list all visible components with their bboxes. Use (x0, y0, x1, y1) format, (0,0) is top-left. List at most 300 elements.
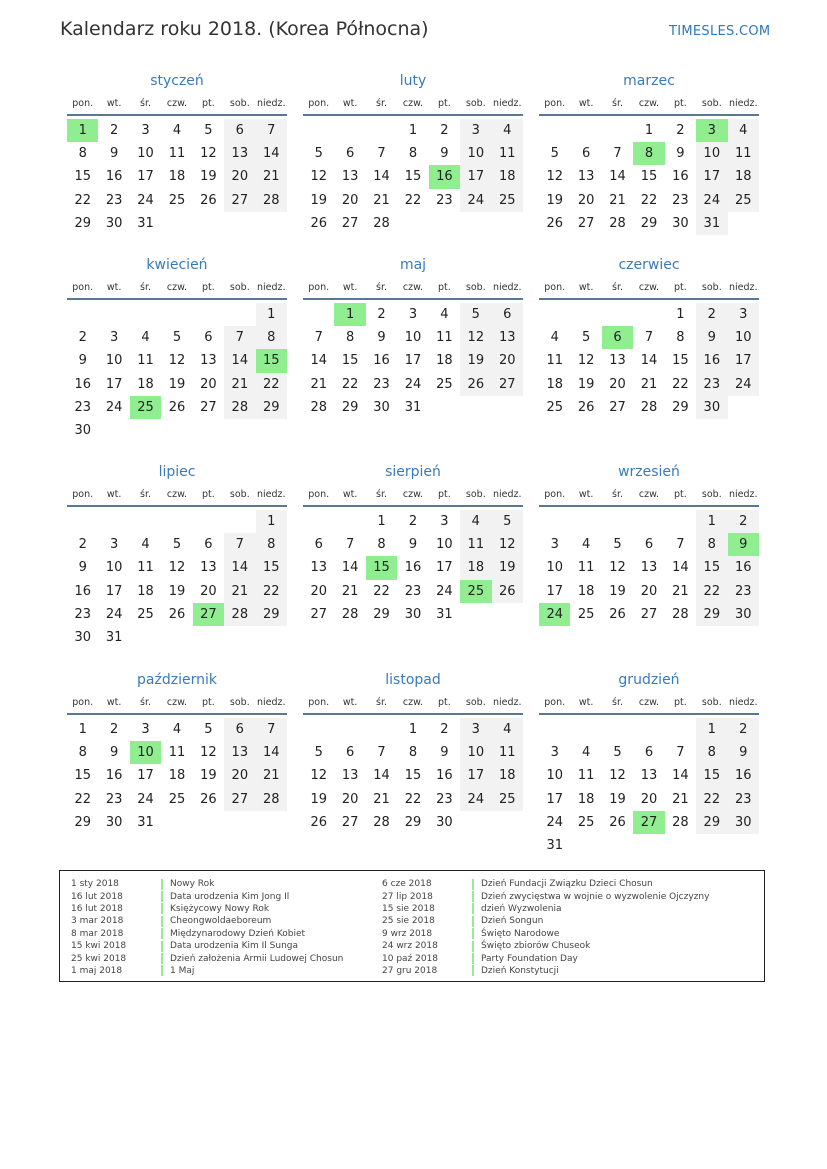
holiday-day: 15 (366, 556, 397, 579)
day-cell: 18 (460, 556, 491, 579)
empty-cell (334, 718, 365, 741)
day-cell: 26 (577, 399, 595, 415)
day-cell: 16 (373, 353, 390, 369)
day-cell: 22 (256, 580, 287, 603)
weekday-label: wt. (342, 281, 358, 293)
empty-cell (539, 119, 570, 142)
day-cell: 6 (581, 146, 591, 162)
day-cell: 3 (550, 537, 559, 553)
day-cell: 17 (546, 791, 563, 807)
day-cell: 15 (341, 353, 359, 369)
weekday-label: sob. (465, 696, 486, 708)
weekday-label: śr. (612, 488, 624, 500)
day-cell: 2 (440, 722, 449, 738)
day-cell: 14 (609, 169, 626, 185)
weekday-label: sob. (465, 488, 486, 500)
day-cell: 9 (728, 741, 759, 764)
day-cell: 21 (640, 376, 658, 392)
day-cell: 13 (224, 142, 255, 165)
empty-cell (303, 718, 334, 741)
weekday-label: niedz. (256, 97, 286, 109)
day-cell: 16 (672, 169, 689, 185)
day-cell: 10 (404, 330, 422, 346)
month-sierpień (303, 461, 523, 626)
day-cell: 30 (672, 215, 689, 231)
day-cell: 30 (404, 606, 422, 622)
weekday-label: niedz. (492, 281, 522, 293)
day-cell: 30 (105, 215, 123, 231)
day-cell: 29 (256, 396, 287, 419)
weekday-label: pt. (202, 696, 215, 708)
day-cell: 20 (200, 376, 217, 392)
day-cell: 17 (137, 169, 154, 185)
weekday-header (303, 483, 523, 507)
day-cell: 8 (256, 326, 287, 349)
weekday-label: niedz. (728, 696, 758, 708)
day-cell: 2 (408, 514, 418, 530)
day-cell: 16 (105, 768, 123, 784)
holiday-row (71, 940, 343, 952)
day-cell: 4 (581, 537, 591, 553)
weekday-header (539, 92, 759, 116)
day-cell: 23 (404, 583, 422, 599)
day-cell: 28 (609, 215, 626, 231)
day-cell: 9 (440, 146, 449, 162)
day-cell: 18 (577, 791, 595, 807)
day-cell: 10 (728, 326, 759, 349)
day-cell: 16 (436, 768, 453, 784)
holiday-date: 1 sty 2018 (71, 879, 119, 890)
empty-cell (633, 510, 664, 533)
day-cell: 22 (404, 791, 422, 807)
day-cell: 2 (696, 303, 727, 326)
day-cell: 29 (696, 811, 727, 834)
day-cell: 11 (492, 741, 523, 764)
weekday-label: niedz. (728, 97, 758, 109)
day-cell: 15 (404, 169, 422, 185)
day-cell: 11 (137, 560, 154, 576)
day-cell: 7 (256, 119, 287, 142)
day-cell: 28 (256, 788, 287, 811)
weekday-label: czw. (402, 696, 424, 708)
day-cell: 22 (256, 373, 287, 396)
holiday-date: 27 lip 2018 (382, 891, 433, 902)
weekday-header (303, 276, 523, 300)
holiday-row (71, 928, 343, 940)
holiday-marker (472, 928, 474, 939)
day-cell: 7 (377, 745, 386, 761)
day-cell: 11 (460, 533, 491, 556)
day-cell: 5 (460, 303, 491, 326)
day-cell: 21 (373, 192, 390, 208)
day-cell: 19 (310, 791, 327, 807)
weekday-label: pt. (202, 488, 215, 500)
day-cell: 23 (728, 580, 759, 603)
day-cell: 17 (105, 376, 123, 392)
day-cell: 17 (404, 353, 422, 369)
day-cell: 18 (168, 768, 186, 784)
day-cell: 24 (546, 814, 563, 830)
day-cell: 14 (672, 768, 689, 784)
empty-cell (602, 718, 633, 741)
empty-cell (570, 303, 601, 326)
day-cell: 3 (728, 303, 759, 326)
day-cell: 7 (314, 330, 323, 346)
day-cell: 13 (341, 768, 359, 784)
holiday-row (71, 915, 343, 927)
day-cell: 8 (377, 537, 386, 553)
day-cell: 4 (141, 537, 150, 553)
weekday-label: pt. (674, 696, 687, 708)
month-title: grudzień (618, 672, 680, 688)
empty-cell (602, 510, 633, 533)
day-cell: 30 (105, 814, 123, 830)
day-cell: 4 (728, 119, 759, 142)
day-cell: 13 (640, 560, 658, 576)
month-title: sierpień (385, 464, 441, 480)
day-cell: 8 (696, 741, 727, 764)
holiday-day: 24 (539, 603, 570, 626)
holiday-date: 25 sie 2018 (382, 916, 435, 927)
holiday-date: 25 kwi 2018 (71, 953, 127, 964)
day-cell: 3 (109, 330, 119, 346)
day-cell: 4 (492, 718, 523, 741)
month-title: czerwiec (618, 257, 680, 273)
day-cell: 19 (492, 556, 523, 579)
day-cell: 22 (404, 192, 422, 208)
day-cell: 24 (460, 788, 491, 811)
day-cell: 2 (728, 510, 759, 533)
day-cell: 23 (373, 376, 390, 392)
day-grid (539, 303, 759, 419)
day-cell: 16 (404, 560, 422, 576)
day-cell: 22 (74, 791, 91, 807)
weekday-label: sob. (465, 97, 486, 109)
day-cell: 26 (200, 791, 217, 807)
day-cell: 19 (460, 349, 491, 372)
day-cell: 15 (696, 764, 727, 787)
weekday-label: czw. (402, 97, 424, 109)
day-grid (67, 718, 287, 834)
month-styczeń (67, 70, 287, 235)
day-cell: 5 (314, 745, 323, 761)
day-cell: 5 (172, 330, 182, 346)
holiday-row (382, 915, 709, 927)
day-cell: 5 (204, 123, 213, 139)
day-cell: 14 (640, 353, 658, 369)
day-cell: 4 (492, 119, 523, 142)
day-cell: 28 (224, 396, 255, 419)
day-cell: 20 (492, 349, 523, 372)
day-cell: 12 (492, 533, 523, 556)
empty-cell (366, 119, 397, 142)
day-cell: 20 (341, 791, 359, 807)
empty-cell (633, 718, 664, 741)
weekday-label: pt. (674, 488, 687, 500)
empty-cell (98, 510, 129, 533)
day-cell: 9 (109, 745, 119, 761)
holiday-row (382, 952, 709, 964)
empty-cell (303, 303, 334, 326)
day-cell: 3 (440, 514, 449, 530)
weekday-label: wt. (106, 696, 122, 708)
day-cell: 19 (577, 376, 595, 392)
day-cell: 25 (137, 606, 154, 622)
holiday-day: 3 (696, 119, 727, 142)
day-cell: 30 (728, 603, 759, 626)
empty-cell (570, 510, 601, 533)
day-grid (539, 718, 759, 857)
empty-cell (161, 303, 192, 326)
day-cell: 20 (200, 583, 217, 599)
weekday-header (67, 92, 287, 116)
empty-cell (366, 718, 397, 741)
weekday-label: śr. (376, 281, 388, 293)
weekday-label: śr. (140, 281, 152, 293)
day-cell: 21 (609, 192, 626, 208)
day-cell: 12 (609, 560, 626, 576)
holiday-date: 8 mar 2018 (71, 928, 124, 939)
holiday-date: 15 kwi 2018 (71, 941, 127, 952)
holiday-marker (472, 916, 474, 927)
day-cell: 10 (460, 142, 491, 165)
month-title: kwiecień (146, 257, 208, 273)
day-cell: 31 (137, 814, 154, 830)
day-grid (303, 718, 523, 834)
weekday-header (539, 483, 759, 507)
weekday-label: śr. (376, 696, 388, 708)
month-title: maj (399, 257, 427, 273)
day-cell: 11 (137, 353, 154, 369)
weekday-label: czw. (402, 281, 424, 293)
day-cell: 4 (141, 330, 150, 346)
weekday-label: sob. (701, 97, 722, 109)
empty-cell (602, 119, 633, 142)
day-cell: 15 (672, 353, 689, 369)
day-cell: 22 (373, 583, 390, 599)
day-cell: 24 (696, 189, 727, 212)
holiday-row (382, 890, 709, 902)
day-cell: 17 (460, 165, 491, 188)
day-cell: 12 (609, 768, 626, 784)
holiday-row (71, 903, 343, 915)
holiday-date: 10 paź 2018 (382, 953, 439, 964)
holiday-marker (472, 879, 474, 890)
month-wrzesień (539, 461, 759, 626)
empty-cell (130, 510, 161, 533)
holiday-day: 1 (67, 119, 98, 142)
holiday-marker (472, 941, 474, 952)
empty-cell (334, 510, 365, 533)
day-cell: 8 (78, 146, 87, 162)
day-cell: 18 (436, 353, 453, 369)
holiday-marker (472, 953, 474, 964)
day-grid (303, 510, 523, 626)
weekday-label: niedz. (728, 488, 758, 500)
day-cell: 9 (78, 560, 87, 576)
weekday-label: pt. (438, 696, 451, 708)
day-cell: 20 (341, 192, 359, 208)
day-cell: 28 (310, 399, 327, 415)
weekday-label: pon. (544, 281, 566, 293)
holiday-date: 16 lut 2018 (71, 891, 123, 902)
day-cell: 6 (314, 537, 323, 553)
weekday-label: czw. (402, 488, 424, 500)
day-cell: 18 (546, 376, 563, 392)
day-cell: 17 (546, 583, 563, 599)
month-title: styczeń (150, 73, 204, 89)
day-cell: 27 (224, 788, 255, 811)
day-cell: 4 (172, 722, 182, 738)
weekday-label: śr. (140, 97, 152, 109)
weekday-header (67, 691, 287, 715)
day-cell: 28 (341, 606, 359, 622)
day-cell: 10 (105, 560, 123, 576)
day-cell: 7 (345, 537, 355, 553)
brand-link[interactable]: TIMESLES.COM (669, 24, 771, 39)
day-cell: 12 (168, 353, 186, 369)
day-cell: 28 (256, 189, 287, 212)
day-cell: 22 (341, 376, 359, 392)
holiday-date: 15 sie 2018 (382, 903, 435, 914)
day-cell: 17 (137, 768, 154, 784)
holiday-legend (59, 870, 765, 982)
day-cell: 1 (256, 303, 287, 326)
day-cell: 10 (105, 353, 123, 369)
day-cell: 6 (204, 330, 213, 346)
holiday-name: dzień Wyzwolenia (481, 903, 562, 914)
weekday-label: pon. (308, 488, 330, 500)
day-cell: 8 (345, 330, 355, 346)
empty-cell (193, 510, 224, 533)
day-cell: 21 (256, 165, 287, 188)
day-cell: 6 (345, 745, 355, 761)
day-cell: 12 (310, 768, 327, 784)
day-cell: 7 (377, 146, 386, 162)
weekday-label: śr. (140, 696, 152, 708)
month-czerwiec (539, 254, 759, 419)
empty-cell (224, 510, 255, 533)
holiday-marker (161, 891, 163, 902)
holiday-name: Cheongwoldaeboreum (170, 916, 272, 927)
day-cell: 24 (137, 192, 154, 208)
holiday-day: 15 (256, 349, 287, 372)
day-cell: 25 (728, 189, 759, 212)
weekday-label: pon. (544, 696, 566, 708)
holiday-name: Dzień Songun (481, 916, 544, 927)
month-maj (303, 254, 523, 419)
weekday-label: niedz. (492, 97, 522, 109)
day-cell: 28 (373, 814, 390, 830)
weekday-label: śr. (612, 97, 624, 109)
holiday-list-right (382, 878, 709, 977)
weekday-label: czw. (638, 281, 660, 293)
day-cell: 9 (676, 146, 685, 162)
day-grid (539, 119, 759, 235)
day-cell: 11 (577, 768, 595, 784)
holiday-marker (161, 916, 163, 927)
day-cell: 23 (728, 788, 759, 811)
day-cell: 28 (373, 215, 390, 231)
month-title: listopad (385, 672, 441, 688)
weekday-header (303, 691, 523, 715)
day-cell: 19 (546, 192, 563, 208)
day-cell: 7 (613, 146, 622, 162)
day-cell: 27 (200, 399, 217, 415)
day-cell: 11 (492, 142, 523, 165)
day-cell: 12 (168, 560, 186, 576)
day-cell: 15 (640, 169, 658, 185)
holiday-row (71, 878, 343, 890)
day-cell: 22 (640, 192, 658, 208)
day-cell: 27 (609, 399, 626, 415)
day-cell: 27 (492, 373, 523, 396)
month-marzec (539, 70, 759, 235)
holiday-marker (161, 965, 163, 976)
empty-cell (334, 119, 365, 142)
holiday-marker (472, 903, 474, 914)
day-cell: 16 (105, 169, 123, 185)
day-cell: 24 (137, 791, 154, 807)
day-cell: 14 (672, 560, 689, 576)
day-cell: 1 (408, 722, 418, 738)
weekday-label: czw. (166, 696, 188, 708)
weekday-label: pon. (72, 696, 94, 708)
day-cell: 31 (137, 215, 154, 231)
day-cell: 7 (644, 330, 654, 346)
holiday-date: 16 lut 2018 (71, 903, 123, 914)
day-cell: 16 (74, 376, 91, 392)
day-cell: 4 (550, 330, 559, 346)
day-cell: 12 (200, 146, 217, 162)
weekday-label: czw. (166, 97, 188, 109)
day-cell: 3 (550, 745, 559, 761)
day-cell: 25 (436, 376, 453, 392)
weekday-label: pt. (438, 488, 451, 500)
weekday-label: sob. (229, 696, 250, 708)
day-cell: 21 (341, 583, 359, 599)
day-cell: 26 (168, 399, 186, 415)
weekday-label: pon. (544, 97, 566, 109)
day-cell: 17 (728, 349, 759, 372)
day-cell: 20 (577, 192, 595, 208)
holiday-list-left (71, 878, 343, 977)
day-cell: 14 (341, 560, 359, 576)
day-cell: 26 (609, 606, 626, 622)
weekday-label: wt. (578, 281, 594, 293)
holiday-name: Dzień Konstytucji (481, 965, 559, 976)
weekday-label: niedz. (492, 696, 522, 708)
weekday-label: pt. (674, 281, 687, 293)
holiday-day: 25 (130, 396, 161, 419)
day-cell: 8 (256, 533, 287, 556)
day-cell: 29 (341, 399, 359, 415)
day-cell: 8 (676, 330, 685, 346)
day-cell: 26 (200, 192, 217, 208)
empty-cell (539, 510, 570, 533)
day-cell: 11 (168, 146, 186, 162)
day-cell: 18 (137, 583, 154, 599)
holiday-name: Międzynarodowy Dzień Kobiet (170, 928, 306, 939)
weekday-label: niedz. (728, 281, 758, 293)
weekday-label: sob. (701, 488, 722, 500)
weekday-label: wt. (578, 488, 594, 500)
weekday-label: sob. (229, 488, 250, 500)
day-cell: 11 (436, 330, 453, 346)
empty-cell (303, 119, 334, 142)
day-cell: 6 (204, 537, 213, 553)
day-cell: 28 (672, 606, 689, 622)
